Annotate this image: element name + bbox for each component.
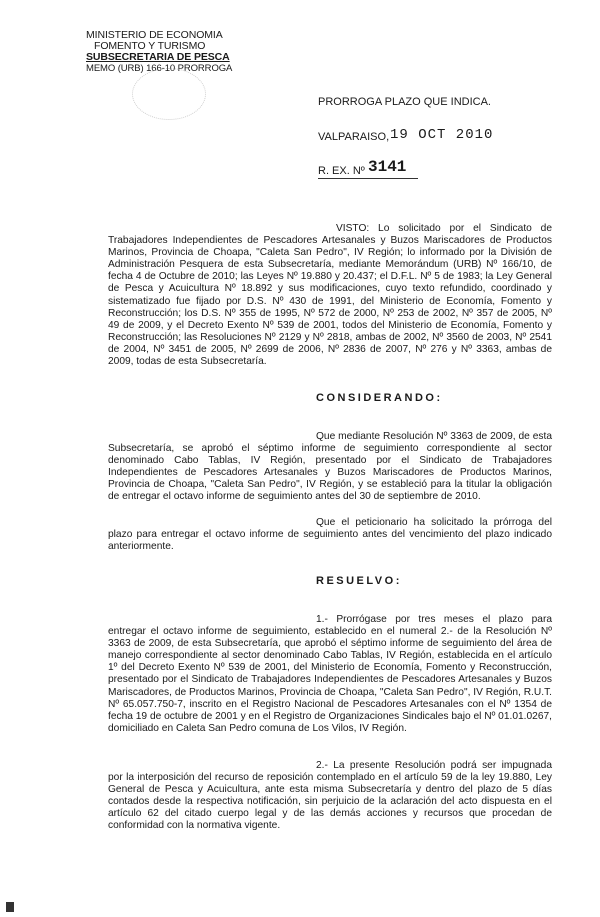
faded-stamp [132, 68, 206, 120]
resolution-number: 3141 [368, 158, 407, 176]
ministry-subtitle: FOMENTO Y TURISMO [94, 40, 206, 52]
subsecretaria-name: SUBSECRETARIA DE PESCA [86, 51, 230, 63]
ministry-name: MINISTERIO DE ECONOMIA [86, 29, 223, 41]
resuelvo-heading: RESUELVO: [316, 575, 402, 587]
resolution-label: R. EX. Nº [318, 165, 365, 177]
memo-reference: MEMO (URB) 166-10 PRORROGA [86, 63, 233, 74]
document-title: PRORROGA PLAZO QUE INDICA. [318, 96, 491, 108]
scan-mark [6, 902, 14, 912]
place-label: VALPARAISO, [318, 131, 390, 143]
considerando-paragraph-2: Que el peticionario ha solicitado la prórroga del plazo para entregar el octavo informe de seguimiento antes del vencimiento del plazo indicado anteriormente. [108, 517, 552, 553]
considerando-heading: CONSIDERANDO: [316, 392, 443, 404]
letterhead [86, 30, 232, 74]
resuelvo-paragraph-2: 2.- La presente Resolución podrá ser impugnada por la interposición del recurso de reposición contemplado en el artículo 59 de la ley 19.880, Ley General de Pesca y Acuicultura, ante esta misma Subsecretaría y dentro del plazo de 5 días contados desde la respectiva notificación, sin perjuicio de la aclaración del acto dispuesta en el artículo 62 del citado cuerpo legal y de las demás acciones y recursos que procedan de conformidad con la normativa vigente. [108, 760, 552, 832]
resuelvo-paragraph-1: 1.- Prorrógase por tres meses el plazo para entregar el octavo informe de seguimiento, establecido en el numeral 2.- de la Resolución Nº 3363 de 2009, de esta Subsecretaría, que aprobó el séptimo informe de seguimiento del área de manejo correspondiente al sector denominado Cabo Tablas, IV Región, establecida en el artículo 1º del Decreto Exento Nº 539 de 2001, del Ministerio de Economía, Fomento y Reconstrucción, presentado por el Sindicato de Trabajadores Independientes de Pescadores Artesanales y Buzos Mariscadores, de Productos Marinos, Provincia de Choapa, "Caleta San Pedro", IV Región, R.U.T. Nº 65.057.750-7, inscrito en el Registro Nacional de Pescadores Artesanales con el Nº 1354 de fecha 19 de octubre de 2001 y en el Registro de Organizaciones Sindicales bajo el Nº 01.01.0267, domiciliado en Caleta San Pedro comuna de Los Vilos, IV Región. [108, 614, 552, 734]
resolution-underline [318, 178, 418, 179]
considerando-paragraph-1: Que mediante Resolución Nº 3363 de 2009, de esta Subsecretaría, se aprobó el séptimo informe de seguimiento correspondiente al sector denominado Cabo Tablas, IV Región, presentado por el Sindicato de Trabajadores Independientes de Pescadores Artesanales y Buzos Mariscadores de Productos Marinos, Provincia de Choapa, "Caleta San Pedro", IV Región, y se estableció para la titular la obligación de entregar el octavo informe de seguimiento antes del 30 de septiembre de 2010. [108, 431, 552, 503]
date-stamp: 19 OCT 2010 [390, 127, 494, 143]
visto-paragraph: VISTO: Lo solicitado por el Sindicato de Trabajadores Independientes de Pescadores Artesanales y Buzos Mariscadores de Productos Marinos, Provincia de Choapa, "Caleta San Pedro", IV Región; lo informado por la División de Administración Pesquera de esta Subsecretaría, mediante Memorándum (URB) Nº 166/10, de fecha 4 de Octubre de 2010; las Leyes Nº 19.880 y 20.437; el D.F.L. Nº 5 de 1983; la Ley General de Pesca y Acuicultura Nº 18.892 y sus modificaciones, cuyo texto refundido, coordinado y sistematizado fue fijado por D.S. Nº 430 de 1991, del Ministerio de Economía, Fomento y Reconstrucción; los D.S. Nº 355 de 1995, Nº 572 de 2000, Nº 253 de 2002, Nº 357 de 2005, Nº 49 de 2009, y el Decreto Exento Nº 539 de 2001, todos del Ministerio de Economía, Fomento y Reconstrucción; las Resoluciones Nº 2129 y Nº 2818, ambas de 2002, Nº 3560 de 2003, Nº 2541 de 2004, Nº 3451 de 2005, Nº 2699 de 2006, Nº 2836 de 2007, Nº 276 y Nº 3363, ambas de 2009, todas de esta Subsecretaría. [108, 223, 552, 368]
